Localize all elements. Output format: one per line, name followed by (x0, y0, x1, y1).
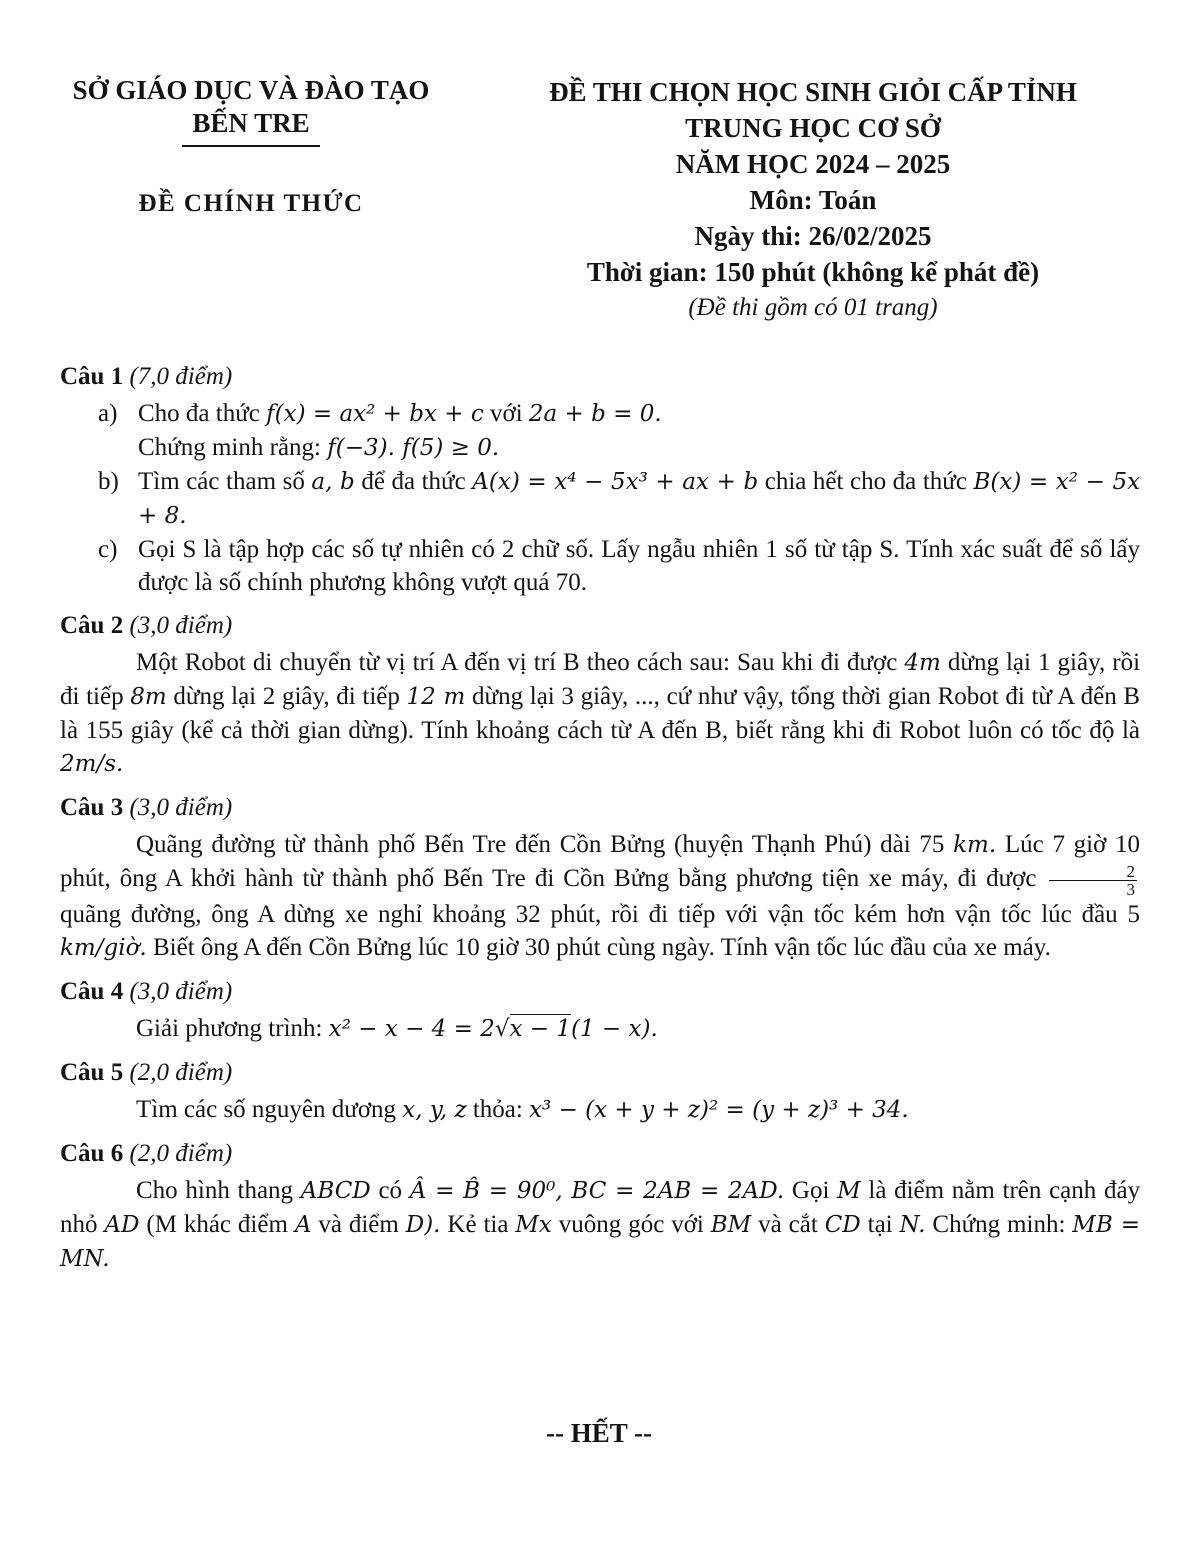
part-label: a) (98, 400, 118, 427)
subject: Môn: Toán (749, 185, 877, 215)
department-name: SỞ GIÁO DỤC VÀ ĐÀO TẠO (72, 75, 430, 105)
question-6-title (60, 1137, 1140, 1170)
question-points: (2,0 điểm) (129, 1139, 233, 1167)
math: MB = MN. (60, 1211, 1140, 1272)
text: dừng lại 2 giây, đi tiếp (173, 683, 400, 710)
text: quãng đường, ông A dừng xe nghỉ khoảng 32 phút, rồi đi tiếp với vận tốc kém hơn vận tốc lúc đầu 5 (60, 900, 1140, 928)
math: km/giờ. (60, 934, 147, 961)
math: x³ − (x + y + z)² = (y + z)³ + 34. (529, 1096, 909, 1123)
text: chia hết cho đa thức (764, 468, 967, 495)
question-points: (3,0 điểm) (129, 977, 233, 1005)
math: 2m/s. (60, 751, 124, 777)
math: A (294, 1211, 312, 1238)
question-points: (3,0 điểm) (129, 612, 233, 639)
equation (329, 1014, 658, 1042)
question-label: Câu 2 (60, 612, 124, 639)
question-1a (60, 397, 1140, 465)
exam-title: ĐỀ THI CHỌN HỌC SINH GIỎI CẤP TỈNH (549, 77, 1077, 107)
text: Tìm các tham số (138, 468, 305, 495)
question-4-body (60, 1012, 1140, 1046)
text: Một Robot di chuyển từ vị trí A đến vị trí B theo cách sau: Sau khi đi được (136, 649, 898, 676)
question-label: Câu 6 (60, 1139, 124, 1167)
pages-note: (Đề thi gồm có 01 trang) (688, 294, 938, 321)
text: Tìm các số nguyên dương (136, 1095, 397, 1123)
math: ABCD (300, 1177, 371, 1204)
official-label: ĐỀ CHÍNH THỨC (138, 190, 364, 217)
question-5-body (60, 1093, 1140, 1127)
province-name: BẾN TRE (192, 108, 310, 138)
question-points: (7,0 điểm) (129, 363, 233, 390)
text: và điểm (318, 1210, 399, 1238)
question-3-body (60, 828, 1140, 965)
header-left (62, 74, 440, 147)
text: Quãng đường từ thành phố Bến Tre đến Cồn Bửng (huyện Thạnh Phú) dài 75 (136, 831, 945, 858)
question-4-title (60, 975, 1140, 1008)
math: CD (824, 1211, 861, 1238)
text: Cho hình thang (136, 1176, 294, 1204)
math: M (837, 1177, 861, 1204)
text: với (489, 400, 523, 427)
math: BM (710, 1211, 752, 1238)
exam-duration: Thời gian: 150 phút (không kể phát đề) (586, 257, 1040, 287)
text: Chứng minh: (932, 1210, 1066, 1238)
question-2-title (60, 609, 1140, 642)
math: AD (104, 1211, 140, 1238)
question-3-title (60, 791, 1140, 824)
math: x² − x − 4 = 2√ (328, 1015, 510, 1042)
math: f(−3). f(5) ≥ 0. (327, 435, 500, 461)
text: và cắt (758, 1210, 818, 1238)
fraction (1049, 863, 1138, 898)
text: vuông góc với (558, 1210, 704, 1238)
question-1-title (60, 360, 1140, 393)
text: Cho đa thức (138, 400, 260, 427)
end-marker: -- HẾT -- (546, 1418, 652, 1448)
radicand: x − 1 (509, 1015, 571, 1042)
province-underline (182, 145, 320, 147)
text: có (378, 1176, 403, 1204)
text: Chứng minh rằng: (138, 434, 321, 461)
question-label: Câu 3 (60, 794, 124, 821)
math: 4m (904, 650, 941, 676)
question-5-title (60, 1056, 1140, 1089)
question-points: (3,0 điểm) (129, 794, 233, 821)
school-year: NĂM HỌC 2024 – 2025 (675, 149, 951, 179)
text: dừng lại 1 giây, rồi đi tiếp (60, 649, 1141, 710)
math: B(x) = x² − 5x + 8. (138, 469, 1141, 529)
question-label: Câu 4 (60, 977, 124, 1005)
text: thỏa: (472, 1095, 523, 1123)
text: (M khác điểm (146, 1210, 288, 1238)
text: Biết ông A đến Cồn Bửng lúc 10 giờ 30 phút cùng ngày. Tính vận tốc lúc đầu của xe máy. (152, 933, 1051, 961)
text: để đa thức (361, 468, 466, 495)
part-label: b) (98, 468, 119, 495)
fraction-denominator: 3 (1126, 879, 1136, 899)
math: x, y, z (402, 1096, 467, 1123)
text: tại (867, 1210, 893, 1238)
question-points: (2,0 điểm) (129, 1058, 233, 1086)
exam-date: Ngày thi: 26/02/2025 (694, 221, 932, 251)
part-label: c) (98, 536, 118, 563)
header-right (500, 74, 1126, 326)
question-2-body (60, 646, 1140, 781)
math: 12 m (406, 684, 466, 710)
math: 2a + b = 0. (528, 401, 662, 427)
text: Gọi S là tập hợp các số tự nhiên có 2 chữ số. Lấy ngẫu nhiên 1 số từ tập S. Tính xác suất để số lấy được là số chính phương không vượt quá 70. (138, 536, 1140, 596)
exam-level: TRUNG HỌC CƠ SỞ (685, 113, 941, 143)
question-label: Câu 1 (60, 363, 124, 390)
question-1b (60, 465, 1140, 533)
text: Gọi (791, 1176, 830, 1204)
math: A(x) = x⁴ − 5x³ + ax + b (472, 469, 759, 495)
math: D). (405, 1211, 441, 1238)
question-label: Câu 5 (60, 1058, 124, 1086)
math: 8m (130, 684, 167, 710)
question-6-body (60, 1174, 1140, 1276)
text: dừng lại 3 giây, ..., cứ như vậy, tổng thời gian Robot đi từ A đến B là 155 giây (kể cả thời gian dừng). Tính khoảng cách từ A đến B, biết rằng khi đi Robot luôn có tốc độ là (60, 683, 1141, 744)
math: a, b (311, 469, 355, 495)
text: Giải phương trình: (136, 1014, 323, 1042)
fraction-numerator: 2 (1049, 863, 1138, 881)
question-1c (60, 533, 1140, 599)
questions (60, 350, 1140, 1276)
text: Kẻ tia (447, 1210, 509, 1238)
math: N. (899, 1211, 926, 1238)
text: là điểm nằm trên cạnh đáy nhỏ (60, 1176, 1141, 1238)
math: (1 − x). (571, 1015, 658, 1042)
math: f(x) = ax² + bx + c (266, 401, 484, 427)
math: km. (953, 832, 997, 858)
math: Mx (515, 1211, 552, 1238)
math: Â = B̂ = 90⁰, BC = 2AB = 2AD. (409, 1177, 785, 1204)
text: Lúc 7 giờ 10 phút, ông A khởi hành từ thành phố Bến Tre đi Cồn Bửng bằng phương tiện xe máy, đi được (60, 831, 1141, 892)
